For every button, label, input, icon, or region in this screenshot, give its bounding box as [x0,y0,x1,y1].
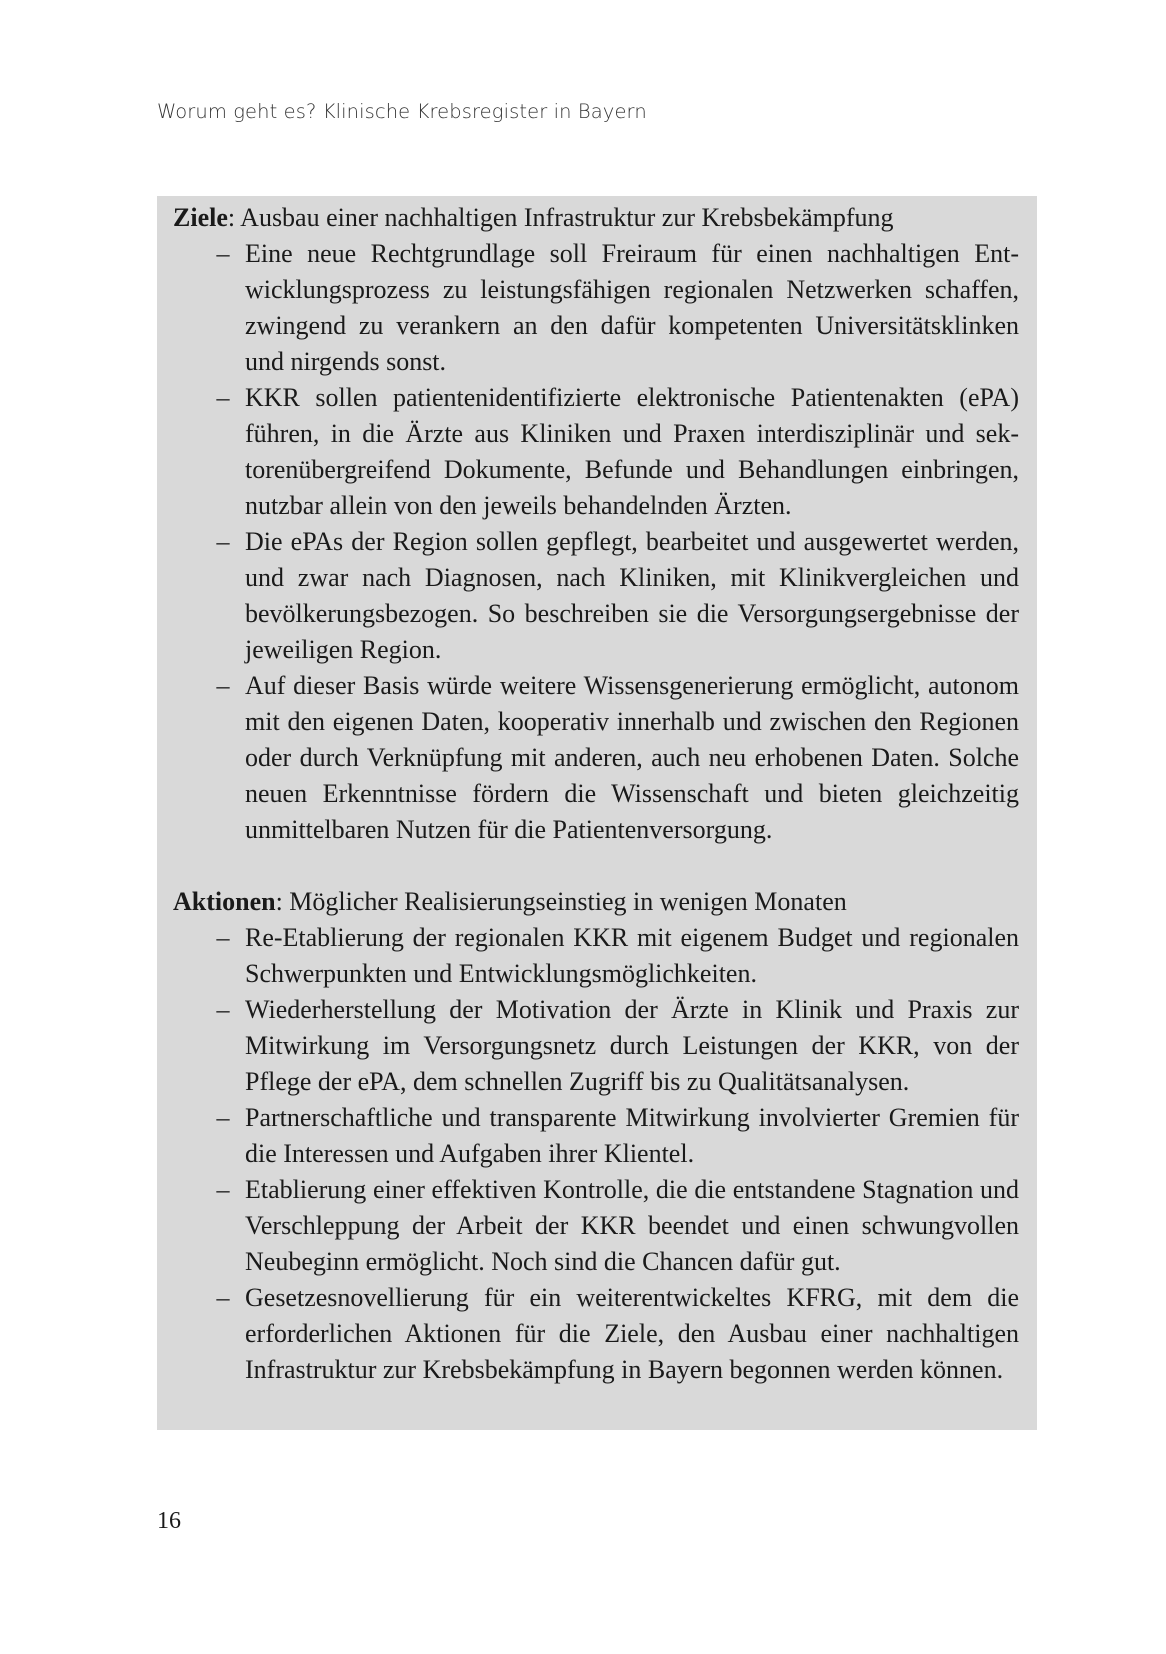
list-item [173,1172,1019,1280]
section-heading-text: : Ausbau einer nachhaltigen Infrastruktur zur Krebsbekämpfung [227,203,894,232]
list-item [173,236,1019,380]
list-item-text: Re-Etablierung der regionalen KKR mit eigenem Budget und regionalen Schwerpunkten und Entwicklungsmöglichkeiten. [245,923,1019,988]
list-item [173,920,1019,992]
list-item [173,668,1019,848]
ziele-list [173,236,1019,848]
dash-bullet: – [216,1175,230,1204]
section-heading-aktionen [173,884,1019,920]
dash-bullet: – [216,923,230,952]
aktionen-list [173,920,1019,1388]
list-item-text: KKR sollen patientenidentifizierte elektronische Patientenakten (ePA) führen, in die Ärzte aus Kliniken und Praxen interdisziplinär und sektorenübergreifend Dokumente, Befunde und Behandlungen einbringen, nutzbar allein von den jeweils behandelnden Ärzten. [245,383,1019,520]
dash-bullet: – [216,383,230,412]
list-item [173,524,1019,668]
highlight-box [157,196,1037,1430]
list-item [173,380,1019,524]
dash-bullet: – [216,239,230,268]
dash-bullet: – [216,527,230,556]
page-number: 16 [157,1508,181,1534]
list-item-text: Auf dieser Basis würde weitere Wissensgenerierung ermöglicht, autonom mit den eigenen Daten, kooperativ innerhalb und zwischen den Regionen oder durch Verknüpfung mit anderen, auch neu erhobenen Daten. Solche neuen Erkenntnisse fördern die Wissenschaft und bieten gleichzeitig unmittelbaren Nutzen für die Patientenversorgung. [245,671,1019,844]
section-label: Ziele [173,203,228,232]
list-item [173,1100,1019,1172]
list-item-text: Die ePAs der Region sollen gepflegt, bearbeitet und ausgewertet werden, und zwar nach Diagnosen, nach Kliniken, mit Klinikvergleichen und bevölkerungsbezogen. So beschreiben sie die Versorgungsergebnisse der jeweiligen Region. [245,527,1019,664]
list-item-text: Eine neue Rechtgrundlage soll Freiraum für einen nachhaltigen Entwicklungsprozess zu leistungsfähigen regionalen Netzwerken schaffen, zwingend zu verankern an den dafür kompetenten Universitätsklinken und nirgends sonst. [245,239,1019,376]
dash-bullet: – [216,1103,230,1132]
list-item-text: Gesetzesnovellierung für ein weiterentwickeltes KFRG, mit dem die erforderlichen Aktionen für die Ziele, den Ausbau einer nachhaltigen Infrastruktur zur Krebsbekämpfung in Bayern begonnen werden können. [245,1283,1019,1384]
running-head: Worum geht es? Klinische Krebsregister in Bayern [157,100,647,123]
dash-bullet: – [216,1283,230,1312]
section-spacer [173,848,1019,884]
section-heading-ziele [173,200,1019,236]
list-item-text: Wiederherstellung der Motivation der Ärzte in Klinik und Praxis zur Mitwirkung im Versorgungsnetz durch Leistungen der KKR, von der Pflege der ePA, dem schnellen Zugriff bis zu Qualitätsanalysen. [245,995,1019,1096]
list-item [173,992,1019,1100]
list-item-text: Etablierung einer effektiven Kontrolle, die die entstandene Stagnation und Verschleppung der Arbeit der KKR beendet und einen schwungvollen Neubeginn ermöglicht. Noch sind die Chancen dafür gut. [245,1175,1019,1276]
dash-bullet: – [216,671,230,700]
dash-bullet: – [216,995,230,1024]
list-item-text: Partnerschaftliche und transparente Mitwirkung involvierter Gremien für die Interessen und Aufgaben ihrer Klientel. [245,1103,1019,1168]
section-label: Aktionen [173,887,276,916]
list-item [173,1280,1019,1388]
section-heading-text: : Möglicher Realisierungseinstieg in wenigen Monaten [275,887,847,916]
